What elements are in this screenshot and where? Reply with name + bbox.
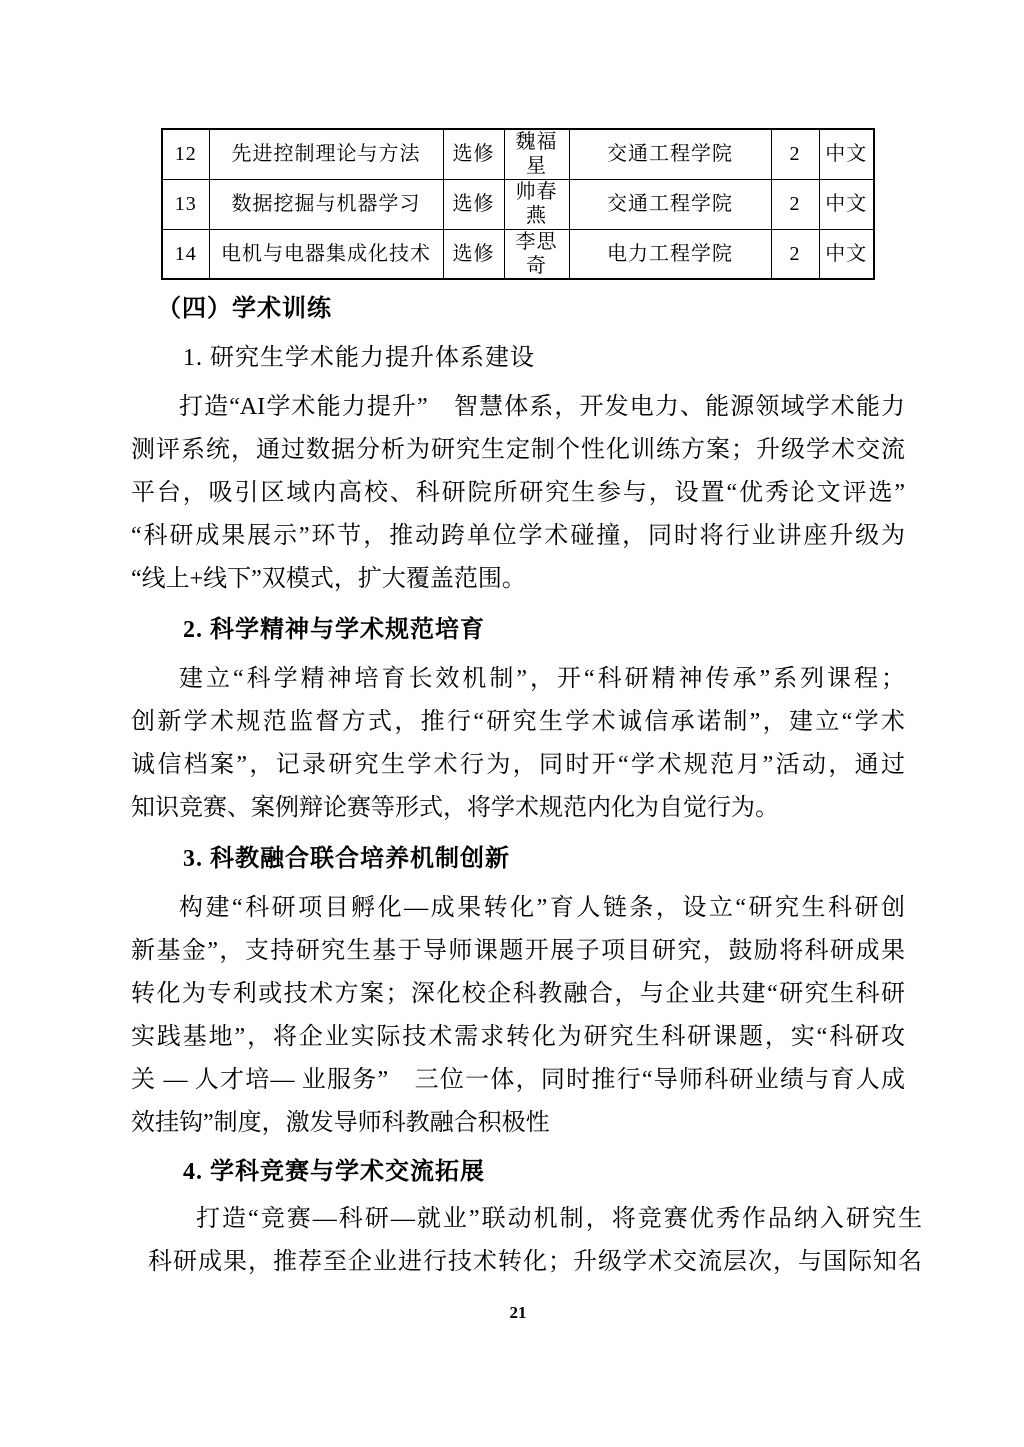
subsection-heading-3: 3. 科教融合联合培养机制创新 — [183, 846, 510, 872]
cell-index: 12 — [162, 129, 209, 179]
paragraph-line: “线上+线下”双模式，扩大覆盖范围。 — [131, 566, 526, 592]
paragraph-line: 构建“科研项目孵化—成果转化”育人链条，设立“研究生科研创 — [179, 895, 905, 921]
paragraph-line: 科研成果，推荐至企业进行技术转化；升级学术交流层次，与国际知名 — [148, 1249, 922, 1275]
cell-teacher: 帅春燕 — [504, 179, 569, 229]
cell-type: 选修 — [443, 129, 504, 179]
table-row — [162, 229, 874, 279]
table-row — [162, 129, 874, 179]
cell-type: 选修 — [443, 229, 504, 279]
cell-language: 中文 — [819, 229, 874, 279]
cell-teacher: 魏福星 — [504, 129, 569, 179]
paragraph-line: 实践基地”，将企业实际技术需求转化为研究生科研课题，实“科研攻 — [131, 1024, 905, 1050]
paragraph-line: 创新学术规范监督方式，推行“研究生学术诚信承诺制”，建立“学术 — [131, 709, 905, 735]
paragraph-line: 效挂钩”制度，激发导师科教融合积极性 — [131, 1110, 550, 1136]
cell-type: 选修 — [443, 179, 504, 229]
paragraph-line: 知识竞赛、案例辩论赛等形式，将学术规范内化为自觉行为。 — [131, 795, 779, 821]
subsection-heading-2: 2. 科学精神与学术规范培育 — [183, 617, 485, 643]
cell-credits: 2 — [771, 179, 819, 229]
subsection-heading-1: 1. 研究生学术能力提升体系建设 — [183, 345, 535, 371]
cell-credits: 2 — [771, 129, 819, 179]
paragraph-line: 平台，吸引区域内高校、科研院所研究生参与，设置“优秀论文评选” — [131, 480, 905, 506]
cell-index: 14 — [162, 229, 209, 279]
paragraph-line: 诚信档案”，记录研究生学术行为，同时开“学术规范月”活动，通过 — [131, 752, 905, 778]
paragraph-4 — [148, 1198, 922, 1284]
paragraph-line: 打造“AI学术能力提升” 智慧体系，开发电力、能源领域学术能力 — [179, 394, 905, 420]
cell-credits: 2 — [771, 229, 819, 279]
cell-college: 交通工程学院 — [569, 179, 771, 229]
table-row — [162, 179, 874, 229]
cell-language: 中文 — [819, 179, 874, 229]
paragraph-line: 建立“科学精神培育长效机制”，开“科研精神传承”系列课程； — [179, 666, 905, 692]
subsection-heading-4: 4. 学科竞赛与学术交流拓展 — [183, 1159, 485, 1185]
page-number: 21 — [509, 1303, 527, 1322]
course-table — [161, 128, 875, 280]
paragraph-line: 转化为专利或技术方案；深化校企科教融合，与企业共建“研究生科研 — [131, 981, 905, 1007]
section-heading: （四）学术训练 — [157, 296, 332, 322]
paragraph-1 — [131, 386, 905, 601]
cell-teacher: 李思奇 — [504, 229, 569, 279]
paragraph-line: 新基金”，支持研究生基于导师课题开展子项目研究，鼓励将科研成果 — [131, 938, 905, 964]
cell-course: 电机与电器集成化技术 — [209, 229, 443, 279]
paragraph-line: “科研成果展示”环节，推动跨单位学术碰撞，同时将行业讲座升级为 — [131, 523, 905, 549]
cell-course: 先进控制理论与方法 — [209, 129, 443, 179]
cell-language: 中文 — [819, 129, 874, 179]
cell-college: 电力工程学院 — [569, 229, 771, 279]
cell-course: 数据挖掘与机器学习 — [209, 179, 443, 229]
paragraph-2 — [131, 658, 905, 830]
cell-index: 13 — [162, 179, 209, 229]
paragraph-line: 测评系统，通过数据分析为研究生定制个性化训练方案；升级学术交流 — [131, 437, 905, 463]
paragraph-line: 关 — 人才培— 业服务” 三位一体，同时推行“导师科研业绩与育人成 — [131, 1067, 905, 1093]
cell-college: 交通工程学院 — [569, 129, 771, 179]
paragraph-line: 打造“竞赛—科研—就业”联动机制，将竞赛优秀作品纳入研究生 — [196, 1206, 922, 1232]
paragraph-3 — [131, 887, 905, 1145]
